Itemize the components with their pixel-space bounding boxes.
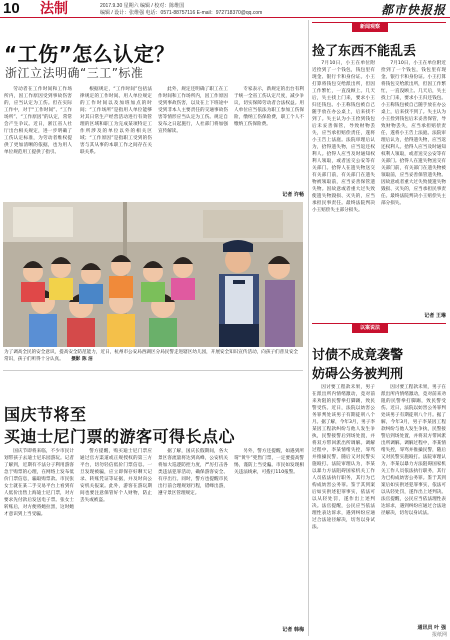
column-divider — [308, 20, 309, 636]
photo-caption — [4, 350, 302, 363]
right-story2-column-2: 因讨要工程款未果，男子在派出所内情绪激动，竟对前来劝阻的民警拳打脚踢，致民警受伤。近日，法院以妨害公务罪判处该男子有期徒刑八个月。据了解，今年3月，男子李某因工程款纠纷与他人发生争执，民警接警后到场处置，并将双方带回派出所调解。调解过程中，李某情绪失控，辱骂并推搡民警，随后又对民警实施殴打。法院审理认为，李某以暴力方法阻碍国家机关工作人员依法执行职务，其行为已构成妨害公务罪。鉴于其到案后如实供述犯罪事实，依法可以从轻处罚，遂作出上述判决。法官提醒，公民应当依法理性表达诉求，遇到纠纷应通过合法途径解决，切勿以身试法。 — [381, 385, 446, 516]
photo-caption-text: 为了调高全民的安全意识，提高安全防范能力，近日，杭州市公安局西湖区分局民警走进辖区幼儿园，开展安全知识宣传活动，向孩子们普及安全常识，孩子们听得十分认真。 — [4, 350, 299, 362]
bottom-column-4: 另外，警方还提醒，如遇到所谓“黄牛”兜售门票，一定要提高警惕，谨防上当受骗。市民如发现相关违法线索，可拨打110报警。 — [234, 449, 304, 475]
right-story2-headline-2: 妨碍公务被判刑 — [312, 367, 404, 382]
lead-subheadline: 浙江立法明确“三工”标准 — [5, 66, 144, 80]
lead-byline: 记者 许畅 — [282, 192, 304, 198]
right-story2-column-1: 因讨要工程款未果，男子在派出所内情绪激动，竟对前来劝阻的民警拳打脚踢，致民警受伤。近日，法院以妨害公务罪判处该男子有期徒刑八个月。据了解，今年3月，男子李某因工程款纠纷与他人发生争执，民警接警后到场处置，并将双方带回派出所调解。调解过程中，李某情绪失控，辱骂并推搡民警，随后又对民警实施殴打。法院审理认为，李某以暴力方法阻碍国家机关工作人员依法执行职务，其行为已构成妨害公务罪。鉴于其到案后如实供述犯罪事实，依法可以从轻处罚，遂作出上述判决。法官提醒，公民应当依法理性表达诉求，遇到纠纷应通过合法途径解决，切勿以身试法。 — [312, 385, 375, 530]
right-story2-byline: 通讯员 叶 强 — [417, 625, 446, 631]
section-separator — [3, 370, 303, 371]
photo-credit: 摄影 陈 洁 — [71, 356, 93, 362]
right-story2-tag: 以案说法 — [352, 323, 388, 333]
lead-column-3: 此外，规定还明确了职工在工作时间和工作场所内，因工作原因受到事故伤害，以及在上下班途中受到非本人主要责任的交通事故伤害等情形应当认定为工伤。规定自发布之日起施行，人社部门将加强宣传解读。 — [158, 87, 228, 134]
right-story2-headline-1: 讨债不成竟袭警 — [312, 348, 404, 363]
lead-column-2: 根据规定，“工作时间”包括法律规定的工作时间、用人单位规定的工作时间以及加班加点的时间；“工作场所”是指用人单位能够对其日常生产经营活动进行有效管理的区域和职工为完成某项特定工作所涉及的单位以外的相关区域；“工作原因”是指职工受到的伤害与其从事的本职工作之间存在关联关系。 — [80, 87, 152, 155]
watermark: 报纸网 — [431, 632, 447, 638]
lead-headline: “工伤”怎么认定？ — [4, 42, 175, 66]
bottom-column-2: 警方提醒，购买迪士尼门票应通过官方渠道或正规授权的第三方平台，切勿轻信低价门票信息。一旦发现被骗，应立即保存好聊天记录、转账凭证等证据，并及时向公安机关报案。此外，游客在游玩期间也要注意保管好个人财物，防止丢失或被盗。 — [80, 449, 152, 503]
bottom-headline-2: 买迪士尼门票的游客可得长点心 — [4, 427, 236, 446]
newspaper-masthead: 都市快报报 — [380, 3, 446, 17]
bottom-byline: 记者 韩梅 — [282, 627, 304, 633]
news-photo — [3, 202, 303, 347]
right-story2-tag-bar — [312, 323, 446, 333]
right-story1-tag-bar — [312, 22, 446, 32]
page-number: 10 — [3, 0, 20, 17]
bottom-headline-1: 国庆节将至 — [4, 405, 87, 424]
right-story1-tag: 新闻观察 — [352, 22, 388, 32]
right-story1-column-1: 7月10日，小王在单位附近捡到了一个钱包，钱包里有现金、银行卡和身份证。小王打算将钱包交给派出所，但因工作繁忙，一直没顾上。几天后，失主找上门来，要求小王归还钱包。小王称钱包被自己随手放在办公桌上，后来找不到了。失主认为小王捡到钱包后未妥善保管，导致财物丢失，应当承担赔偿责任，遂将小王告上法庭。法院审理后认为，拾得遗失物，应当返还权利人。拾得人应当及时通知权利人领取，或者送交公安等有关部门。拾得人在遗失物送交有关部门前，有关部门在遗失物被领取前，应当妥善保管遗失物。因故意或者重大过失致使遗失物毁损、灭失的，应当承担民事责任。最终法院判决小王赔偿失主部分损失。 — [312, 61, 375, 213]
issue-date: 2017.9.30 星期六 编辑 / 校对：陈维国 — [100, 3, 185, 9]
lead-column-4: 专家表示，新规定的出台有利于统一全省工伤认定尺度，减少争议，切实保障劳动者合法权益。用人单位应当依法为职工参加工伤保险，缴纳工伤保险费，职工个人不缴纳工伤保险费。 — [234, 87, 304, 127]
right-story1-column-2: 7月10日，小王在单位附近捡到了一个钱包，钱包里有现金、银行卡和身份证。小王打算将钱包交给派出所，但因工作繁忙，一直没顾上。几天后，失主找上门来，要求小王归还钱包。小王称钱包被自己随手放在办公桌上，后来找不到了。失主认为小王捡到钱包后未妥善保管，导致财物丢失，应当承担赔偿责任，遂将小王告上法庭。法院审理后认为，拾得遗失物，应当返还权利人。拾得人应当及时通知权利人领取，或者送交公安等有关部门。拾得人在遗失物送交有关部门前，有关部门在遗失物被领取前，应当妥善保管遗失物。因故意或者重大过失致使遗失物毁损、灭失的，应当承担民事责任。最终法院判决小王赔偿失主部分损失。 — [381, 61, 446, 206]
lead-column-1: 劳动者在工作时间和工作场所内，因工作原因受到事故伤害的，应当认定为工伤。但在实际工作中，对于“工作时间”、“工作场所”、“工作原因”的认定，常常会产生争议。近日，浙江省人社厅出台相关规定，进一步明确了工伤认定标准，为劳动者维权提供了更加清晰的依据，也为用人单位规范用工提供了指引。 — [4, 87, 72, 155]
right-story1-headline: 捡了东西不能乱丢 — [312, 44, 417, 59]
page-header — [0, 0, 450, 18]
editor-contact: 编辑 / 设计：张维强 电话：0571-88757116 E-mail：972718370@qq.com — [100, 10, 263, 16]
bottom-column-3: 据了解，国庆长假期间，各大景区客流量将达到高峰，公安机关将加大巡逻防控力度，严厉打击各类违法犯罪活动，确保游客安全、有序出行。同时，警方也提醒市民出行前合理规划行程，错峰出游，遵守景区管理规定。 — [158, 449, 228, 496]
bottom-column-1: 国庆节即将来临，不少市民计划带孩子去迪士尼乐园游玩。记者了解到，近期有不法分子利用游客急于购票的心理，在网络上发布低价门票信息，骗取购票款。市民张女士就在某二手交易平台上看到有人低价出售上海迪士尼门票，对方要求先付款后发送电子票。张女士转账后，对方便将她拉黑，这时她才意识到上当受骗。 — [4, 449, 74, 517]
section-name: 法制 — [40, 1, 68, 17]
right-story1-byline: 记者 王琳 — [424, 313, 446, 319]
